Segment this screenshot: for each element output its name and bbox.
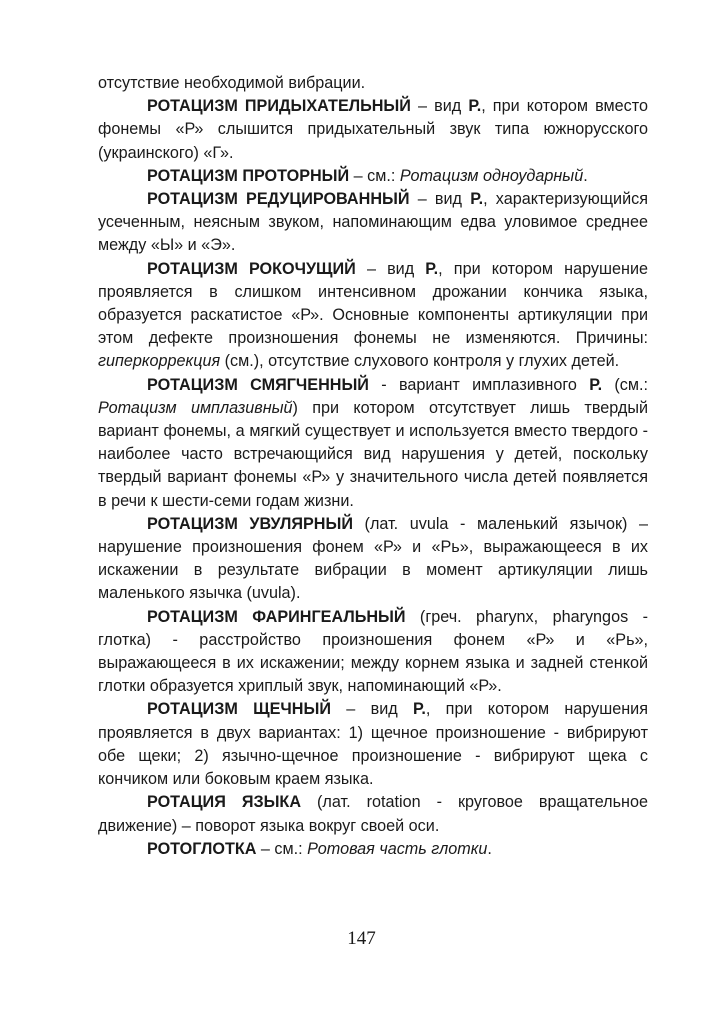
entry-term: РОТАЦИЗМ СМЯГЧЕННЫЙ — [147, 375, 369, 394]
entry-rotacizm-protornyj — [98, 165, 648, 188]
entry-text: – см.: — [256, 839, 308, 858]
entry-term: РОТАЦИЗМ ЩЕЧНЫЙ — [147, 700, 331, 719]
entry-term: РОТАЦИЗМ УВУЛЯРНЫЙ — [147, 514, 353, 533]
entry-text: (см.: — [602, 375, 649, 394]
entry-text: . — [487, 839, 492, 858]
entry-text: (см.), отсутствие слухового контроля у глухих детей. — [220, 352, 620, 371]
entry-text: – вид — [330, 700, 413, 719]
entry-term: РОТАЦИЗМ РЕДУЦИРОВАННЫЙ — [147, 190, 410, 209]
entry-cross-reference: Ротацизм одноударный — [399, 166, 584, 185]
entry-text: (греч. pharynx, pharyngos - глотка) - расстройство произношения фонем «Р» и «Рь», выражающееся в их искажении; между корнем языка и задней стенкой глотки образуется хриплый звук, напоминающий «Р». — [98, 607, 648, 696]
entry-term: РОТАЦИЯ ЯЗЫКА — [147, 793, 302, 812]
entry-rotacizm-smyagchennyj — [98, 374, 648, 513]
entry-text: – вид — [410, 97, 469, 116]
entry-term: РОТАЦИЗМ ПРИДЫХАТЕЛЬНЫЙ — [147, 97, 411, 116]
entry-rotacizm-pridyhatelnyj — [98, 95, 648, 165]
entry-abbr: Р. — [589, 375, 603, 394]
entry-rotacizm-faringealnyj — [98, 606, 648, 699]
entry-abbr: Р. — [470, 190, 484, 209]
entry-text: - вариант имплазивного — [368, 375, 590, 394]
entry-term: РОТАЦИЗМ РОКОЧУЩИЙ — [147, 259, 356, 278]
entry-abbr: Р. — [413, 700, 426, 719]
entry-text: , при котором нарушения проявляется в двух вариантах: 1) щечное произношение - вибрируют обе щеки; 2) язычно-щечное произношение - вибрируют щека с кончиком или боковым краем языка. — [98, 700, 648, 789]
entry-text: (лат. uvula - маленький язычок) – нарушение произношения фонем «Р» и «Рь», выражающееся в их искажении в результате вибрации в момент артикуляции лишь маленького язычка (uvula). — [98, 514, 649, 603]
entry-cross-reference: Ротацизм имплазивный — [98, 398, 293, 417]
entry-rotaciya-yazyka — [98, 791, 648, 837]
entry-text: – вид — [409, 190, 471, 209]
page-body — [98, 72, 648, 861]
entry-text: ) при котором отсутствует лишь твердый вариант фонемы, а мягкий существует и используется вместо твердого - наиболее часто встречающийся вид нарушения у детей, поскольку твердый вариант фонемы «Р» у значительного числа детей появляется в речи к шести-семи годам жизни. — [98, 398, 649, 510]
page-number: 147 — [347, 928, 376, 949]
continuation-text: отсутствие необходимой вибрации. — [98, 74, 366, 92]
entry-rotacizm-rokochushchij — [98, 258, 648, 374]
entry-text: (лат. rotation - круговое вращательное движение) – поворот языка вокруг своей оси. — [98, 793, 648, 835]
entry-text: , при котором вместо фонемы «Р» слышится придыхательный звук типа южнорусского (украинского) «Г». — [98, 97, 648, 162]
entry-rotoglotka — [98, 838, 648, 861]
entry-cross-reference: гиперкоррекция — [98, 352, 221, 371]
entry-term: РОТОГЛОТКА — [147, 839, 257, 858]
entry-term: РОТАЦИЗМ ФАРИНГЕАЛЬНЫЙ — [147, 607, 406, 626]
entry-text: , при котором нарушение проявляется в слишком интенсивном дрожании кончика языка, образуется раскатистое «Р». Основные компоненты артикуляции при этом дефекте произношения фонемы не изменяются. Причины: — [98, 259, 648, 348]
entry-rotacizm-shchechnyj — [98, 698, 648, 791]
entry-text: . — [583, 166, 588, 185]
continuation-line — [98, 72, 648, 95]
entry-term: РОТАЦИЗМ ПРОТОРНЫЙ — [147, 166, 350, 185]
entry-text: , характеризующийся усеченным, неясным звуком, напоминающим едва уловимое среднее между «Ы» и «Э». — [98, 190, 648, 255]
entry-text: – см.: — [349, 166, 400, 185]
entry-rotacizm-reducirovannyj — [98, 188, 648, 258]
entry-cross-reference: Ротовая часть глотки — [307, 839, 488, 858]
entry-text: – вид — [355, 259, 426, 278]
entry-rotacizm-uvulyarnyj — [98, 513, 648, 606]
entry-abbr: Р. — [468, 97, 482, 116]
entry-abbr: Р. — [425, 259, 439, 278]
